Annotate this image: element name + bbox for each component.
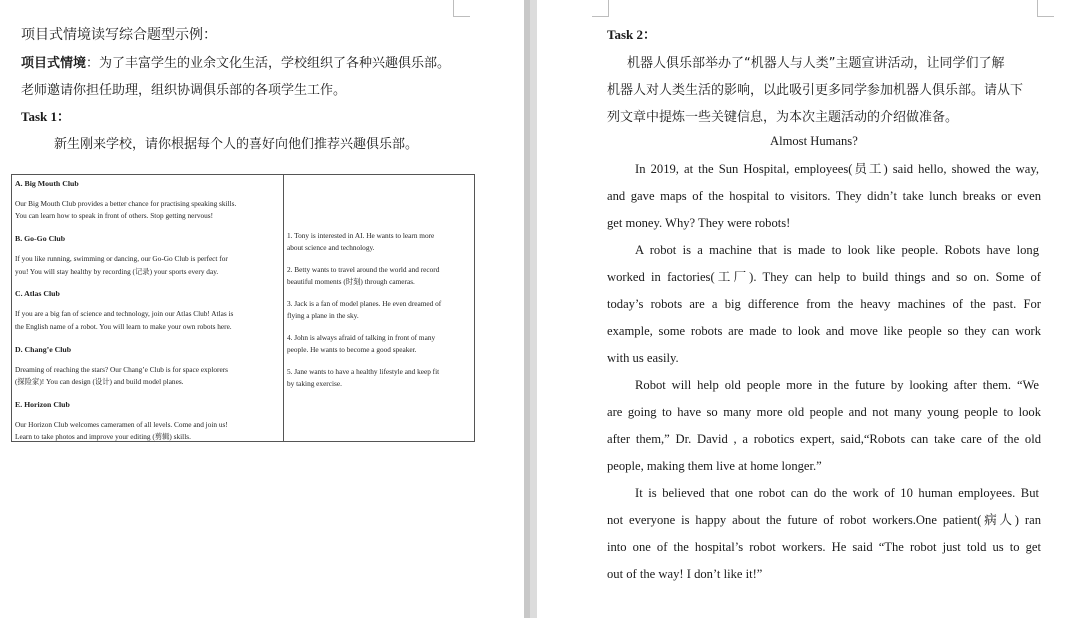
document-page-right bbox=[537, 0, 1080, 618]
crop-mark bbox=[592, 0, 609, 17]
article-line: A robot is a machine that is made to look like people. Robots have long bbox=[635, 243, 1039, 257]
article-line: today’s robots are a big difference from the heavy machines of the past. For bbox=[607, 297, 1041, 311]
article-line: after them,” Dr. David , a robotics expert, said,“Robots can take care of the old bbox=[607, 432, 1041, 446]
club-desc-line: If you are a big fan of science and technology, join our Atlas Club! Atlas is bbox=[15, 309, 234, 318]
club-name: D. Chang’e Club bbox=[15, 345, 72, 354]
club-name: A. Big Mouth Club bbox=[15, 179, 79, 188]
crop-mark bbox=[453, 0, 470, 17]
context-line-1: ：为了丰富学生的业余文化生活，学校组织了各种兴趣俱乐部。 bbox=[86, 56, 451, 71]
person-line: 4. John is always afraid of talking in front of many bbox=[287, 333, 436, 342]
club-desc-line: If you like running, swimming or dancing, our Go-Go Club is perfect for bbox=[15, 254, 228, 263]
club-desc-line: you! You will stay healthy by recording (记录) your sports every day. bbox=[15, 267, 219, 276]
article-line: people, making them live at home longer.” bbox=[607, 459, 822, 473]
club-matching-table bbox=[11, 174, 475, 442]
person-line: 3. Jack is a fan of model planes. He even dreamed of bbox=[287, 299, 442, 308]
article-line: Robot will help old people more in the future by looking after them. “We bbox=[635, 378, 1039, 392]
article-line: out of the way! I don’t like it!” bbox=[607, 567, 763, 581]
article-line: with us easily. bbox=[607, 351, 679, 365]
person-line: 1. Tony is interested in AI. He wants to learn more bbox=[287, 231, 435, 240]
article-line: get money. Why? They were robots! bbox=[607, 216, 791, 230]
context-paragraph bbox=[21, 52, 450, 71]
club-desc-line: Dreaming of reaching the stars? Our Chang’e Club is for space explorers bbox=[15, 365, 228, 374]
page-gutter bbox=[524, 0, 537, 618]
task1-instruction: 新生刚来学校，请你根据每个人的喜好向他们推荐兴趣俱乐部。 bbox=[54, 137, 419, 152]
article-line: It is believed that one robot can do the work of 10 human employees. But bbox=[635, 486, 1039, 500]
task1-label: Task 1： bbox=[21, 109, 71, 124]
context-line-2: 老师邀请你担任助理，组织协调俱乐部的各项学生工作。 bbox=[21, 83, 347, 98]
person-line: people. He wants to become a good speaker. bbox=[287, 345, 417, 354]
task2-line: 列文章中提炼一些关键信息，为本次主题活动的介绍做准备。 bbox=[607, 110, 959, 125]
task2-label: Task 2： bbox=[607, 27, 657, 42]
person-line: 5. Jane wants to have a healthy lifestyle and keep fit bbox=[287, 367, 440, 376]
club-desc-line: You can learn how to speak in front of others. Stop getting nervous! bbox=[15, 211, 214, 220]
person-line: beautiful moments (时刻) through cameras. bbox=[287, 277, 415, 286]
club-desc-line: the English name of a robot. You will learn to make your own robots here. bbox=[15, 322, 232, 331]
club-desc-line: Our Horizon Club welcomes cameramen of all levels. Come and join us! bbox=[15, 420, 228, 429]
article-line: and gave maps of the hospital to visitors. They didn’t take lunch breaks or even bbox=[607, 189, 1041, 203]
article-line: worked in factories(工厂). They can help to build things and so on. Some of bbox=[607, 270, 1041, 284]
person-line: about science and technology. bbox=[287, 243, 375, 252]
crop-mark bbox=[1037, 0, 1054, 17]
club-desc-line: (探险家)! You can design (设计) and build model planes. bbox=[15, 377, 184, 386]
club-name: C. Atlas Club bbox=[15, 289, 60, 298]
person-line: flying a plane in the sky. bbox=[287, 311, 359, 320]
task2-line: 机器人俱乐部举办了“机器人与人类”主题宣讲活动，让同学们了解 bbox=[627, 56, 1005, 71]
article-title: Almost Humans? bbox=[770, 134, 858, 148]
article-line: into one of the hospital’s robot workers. He said “The robot just told us to get bbox=[607, 540, 1041, 554]
vertical-scrollbar[interactable] bbox=[524, 0, 530, 618]
people-list-column bbox=[284, 175, 474, 441]
task2-line: 机器人对人类生活的影响，以此吸引更多同学参加机器人俱乐部。请从下 bbox=[607, 83, 1024, 98]
article-line: In 2019, at the Sun Hospital, employees(员工) said hello, showed the way, bbox=[635, 162, 1039, 176]
document-page-left bbox=[0, 0, 524, 618]
article-line: are going to have so many more old people and not many young people to look bbox=[607, 405, 1041, 419]
club-desc-line: Our Big Mouth Club provides a better chance for practising speaking skills. bbox=[15, 199, 237, 208]
club-name: E. Horizon Club bbox=[15, 400, 70, 409]
club-list-column bbox=[12, 175, 284, 441]
article-line: not everyone is happy about the future of robot workers.One patient(病人) ran bbox=[607, 513, 1041, 527]
article-line: example, some robots are made to look and move like people so they can work bbox=[607, 324, 1041, 338]
person-line: 2. Betty wants to travel around the world and record bbox=[287, 265, 440, 274]
page-heading: 项目式情境读写综合题型示例： bbox=[21, 27, 217, 43]
context-label: 项目式情境 bbox=[21, 56, 87, 71]
person-line: by taking exercise. bbox=[287, 379, 342, 388]
club-name: B. Go-Go Club bbox=[15, 234, 66, 243]
club-desc-line: Learn to take photos and improve your editing (剪辑) skills. bbox=[15, 432, 191, 441]
